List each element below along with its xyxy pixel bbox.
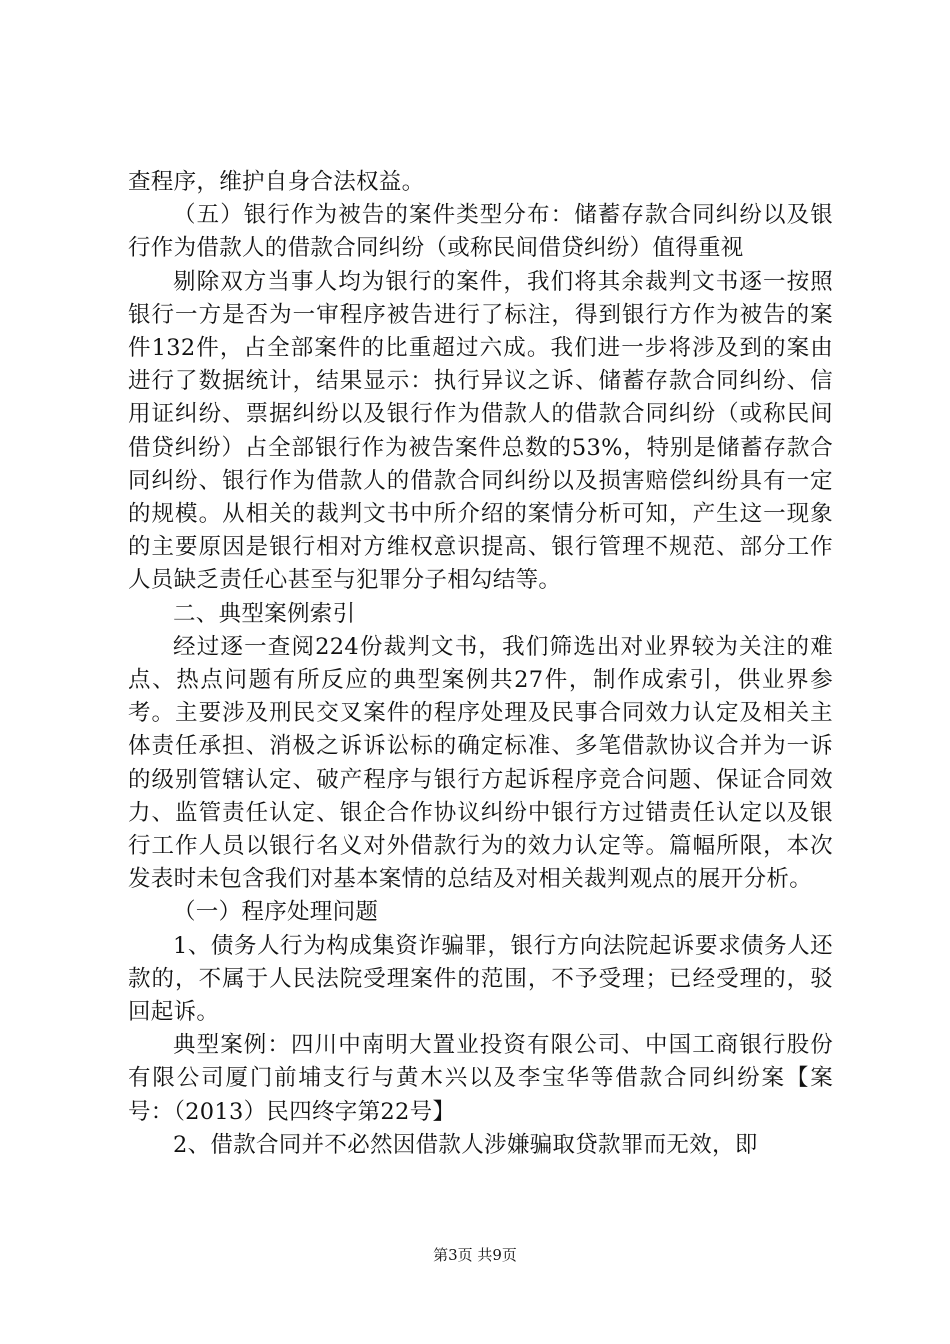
paragraph-typical-case: 典型案例：四川中南明大置业投资有限公司、中国工商银行股份有限公司厦门前埔支行与黄木兴以及李宝华等借款合同纠纷案【案号：（2013）民四终字第22号】: [128, 1032, 833, 1125]
paragraph-rule-1: 1、债务人行为构成集资诈骗罪，银行方向法院起诉要求债务人还款的，不属于人民法院受理案件的范围，不予受理；已经受理的，驳回起诉。: [128, 932, 833, 1026]
page-footer: 第3页 共9页: [433, 1246, 517, 1264]
section-heading-five: （五）银行作为被告的案件类型分布：储蓄存款合同纠纷以及银行作为借款人的借款合同纠纷（或称民间借贷纠纷）值得重视: [128, 202, 833, 262]
paragraph-statistics: 剔除双方当事人均为银行的案件，我们将其余裁判文书逐一按照银行一方是否为一审程序被告进行了标注，得到银行方作为被告的案件132件，占全部案件的比重超过六成。我们进一步将涉及到的案由进行了数据统计，结果显示：执行异议之诉、储蓄存款合同纠纷、信用证纠纷、票据纠纷以及银行作为借款人的借款合同纠纷（或称民间借贷纠纷）占全部银行作为被告案件总数的53%，特别是储蓄存款合同纠纷、银行作为借款人的借款合同纠纷以及损害赔偿纠纷具有一定的规模。从相关的裁判文书中所介绍的案情分析可知，产生这一现象的主要原因是银行相对方维权意识提高、银行管理不规范、部分工作人员缺乏责任心甚至与犯罪分子相勾结等。: [128, 268, 833, 594]
paragraph-rule-2: 2、借款合同并不必然因借款人涉嫌骗取贷款罪而无效，即: [173, 1131, 758, 1158]
paragraph-case-index: 经过逐一查阅224份裁判文书，我们筛选出对业界较为关注的难点、热点问题有所反应的典型案例共27件，制作成索引，供业界参考。主要涉及刑民交叉案件的程序处理及民事合同效力认定及相关主体责任承担、消极之诉诉讼标的确定标准、多笔借款协议合并为一诉的级别管辖认定、破产程序与银行方起诉程序竞合问题、保证合同效力、监管责任认定、银企合作协议纠纷中银行方过错责任认定以及银行工作人员以银行名义对外借款行为的效力认定等。篇幅所限，本次发表时未包含我们对基本案情的总结及对相关裁判观点的展开分析。: [128, 633, 833, 893]
section-heading-typical-cases: 二、典型案例索引: [173, 600, 356, 627]
subheading-procedure: （一）程序处理问题: [173, 899, 379, 926]
document-body: [128, 166, 833, 1162]
paragraph-continuation: 查程序，维护自身合法权益。: [128, 169, 425, 195]
